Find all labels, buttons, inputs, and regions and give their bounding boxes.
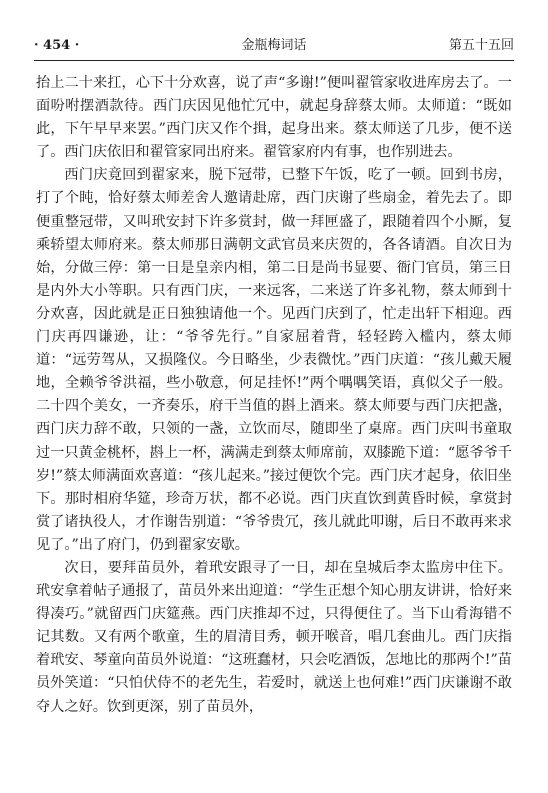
chapter-title: 第五十五回 [448,38,514,53]
header-rule [34,60,514,61]
paragraph: 次日，要拜苗员外，着玳安跟寻了一日，却在皇城后李太监房中住下。玳安拿着帖子通报了，苗员外来出迎道：“学生正想个知心朋友讲讲，恰好来得凑巧。”就留西门庆筵燕。西门庆推却不过，只得便住了。当下山肴海错不记其数。又有两个歌童，生的眉清目秀，顿开喉音，唱几套曲儿。西门庆指着玳安、琴童向苗员外说道：“这班蠢材，只会吃酒饭，怎地比的那两个!”苗员外笑道：“只怕伏侍不的老先生，若爱时，就送上也何难!”西门庆谦谢不敢夺人之好。饮到更深，别了苗员外， [36,559,512,715]
paragraph: 西门庆竟回到翟家来，脱下冠带，已整下午饭，吃了一顿。回到书房，打了个盹，恰好蔡太师差舍人邀请赴席，西门庆谢了些扇金，着先去了。即便重整冠带，又叫玳安封下许多赏封，做一拜匣盛了，跟随着四个小厮，复乘轿望太师府来。蔡太师那日满朝文武官员来庆贺的，各各请酒。自次日为始，分做三停：第一日是皇亲内相，第二日是尚书显要、衙门官员，第三日是内外大小等职。只有西门庆，一来远客，二来送了许多礼物，蔡太师到十分欢喜，因此就是正日独独请他一个。见西门庆到了，忙走出轩下相迎。西门庆再四谦逊，让：“爷爷先行。”自家屈着背，轻轻跨入槛内，蔡太师道：“远劳驾从，又损隆仪。今日略坐，少表微忱。”西门庆道：“孩儿戴天履地，全赖爷爷洪福，些小敬意，何足挂怀!”两个喁喁笑语，真似父子一般。二十四个美女，一齐奏乐，府干当值的斟上酒来。蔡太师要与西门庆把盏，西门庆力辞不敢，只领的一盏，立饮而尽，随即坐了桌席。西门庆叫书童取过一只黄金桃杯，斟上一杯，满满走到蔡太师席前，双膝跪下道：“愿爷爷千岁!”蔡太师满面欢喜道：“孩儿起来。”接过便饮个完。西门庆才起身，依旧坐下。那时相府华筵，珍奇万状，都不必说。西门庆直饮到黄昏时候，拿赏封赏了诸执役人，才作谢告别道：“爷爷贵冗，孩儿就此叩谢，后日不敢再来求见了。”出了府门，仍到翟家安歇。 [36,167,512,553]
page-number: · 454 · [34,38,80,53]
body-text [36,72,512,719]
paragraph: 抬上二十来扛，心下十分欢喜，说了声“多谢!”便叫翟管家收进库房去了。一面吩咐摆酒款待。西门庆因见他忙冗中，就起身辞蔡太师。太师道：“既如此，下午早早来罢。”西门庆又作个揖，起身出来。蔡太师送了几步，便不送了。西门庆依旧和翟管家同出府来。翟管家府内有事，也作别进去。 [36,75,512,161]
book-title: 金瓶梅词话 [241,38,307,53]
page-header [34,36,514,58]
